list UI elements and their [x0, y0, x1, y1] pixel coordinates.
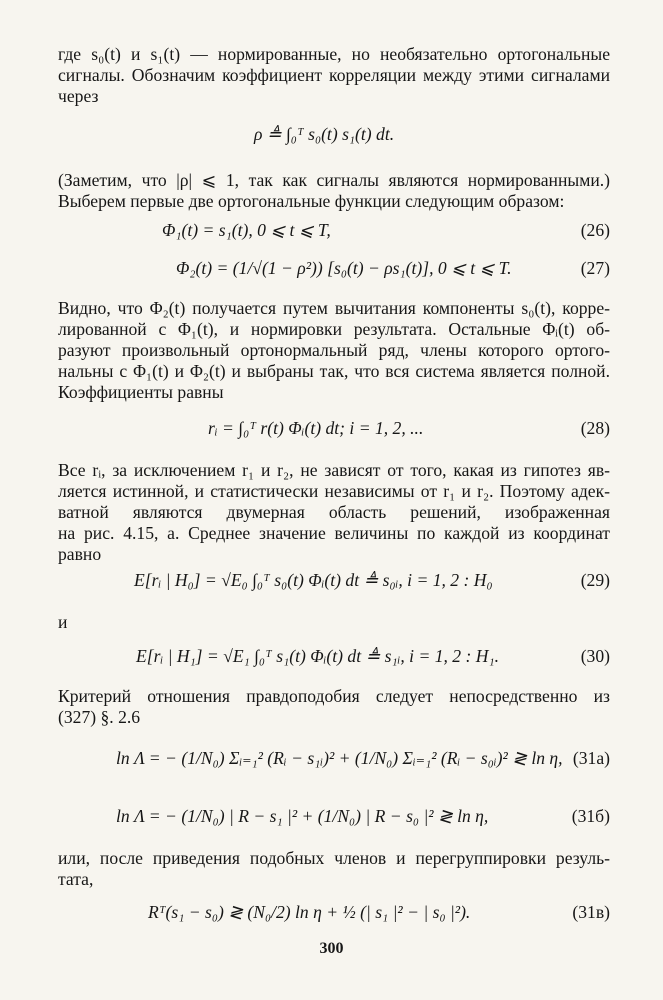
paragraph-6: [58, 848, 610, 890]
text-line: равно: [58, 544, 102, 564]
text-line: где s₀(t) и s₁(t) — нормированные, но необязательно ортогональные: [58, 44, 610, 64]
paragraph-3: [58, 298, 610, 403]
text-line: нальны с Φ₁(t) и Φ₂(t) и выбраны так, что вся система является полной.: [58, 361, 610, 381]
text-line: Все rᵢ, за исключением r₁ и r₂, не зависят от того, какая из гипотез яв-: [58, 460, 610, 480]
equation-body: Rᵀ(s₁ − s₀) ≷ (N₀/2) ln η + ½ (| s₁ |² − | s₀ |²).: [148, 902, 471, 922]
paragraph-4: [58, 460, 610, 565]
equation-body: Φ₁(t) = s₁(t), 0 ⩽ t ⩽ T,: [162, 220, 331, 240]
paragraph-5: [58, 686, 610, 728]
text-line: Видно, что Φ₂(t) получается путем вычитания компоненты s₀(t), корре-: [58, 298, 610, 318]
text-line: на рис. 4.15, а. Среднее значение величины по каждой из координат: [58, 523, 610, 543]
equation-body: Φ₂(t) = (1/√(1 − ρ²)) [s₀(t) − ρs₁(t)], 0 ⩽ t ⩽ T.: [176, 258, 512, 278]
text-line: и: [58, 612, 68, 632]
text-line: (Заметим, что |ρ| ⩽ 1, так как сигналы являются нормированными.): [58, 170, 610, 190]
equation-number: (31б): [571, 806, 610, 826]
text-line: лированной с Φ₁(t), и нормировки результата. Остальные Φᵢ(t) об-: [58, 319, 610, 339]
equation-body: ρ ≜ ∫₀ᵀ s₀(t) s₁(t) dt.: [254, 124, 395, 144]
equation-body: ln Λ = − (1/N₀) Σᵢ₌₁² (Rᵢ − s₁ᵢ)² + (1/N₀) Σᵢ₌₁² (Rᵢ − s₀ᵢ)² ≷ ln η,: [116, 748, 563, 768]
text-line: тата,: [58, 869, 94, 889]
equation-body: E[rᵢ | H₁] = √E₁ ∫₀ᵀ s₁(t) Φᵢ(t) dt ≜ s₁ᵢ, i = 1, 2 : H₁.: [136, 646, 499, 666]
paragraph-2: [58, 170, 610, 212]
conjunction-and: [58, 612, 610, 633]
text-line: (327) §. 2.6: [58, 707, 141, 727]
page-number: 300: [319, 940, 344, 957]
text-line: или, после приведения подобных членов и перегруппировки резуль-: [58, 848, 610, 868]
equation-body: ln Λ = − (1/N₀) | R − s₁ |² + (1/N₀) | R − s₀ |² ≷ ln η,: [116, 806, 489, 826]
text-line: через: [58, 86, 99, 106]
equation-number: (26): [580, 220, 610, 240]
equation-number: (28): [580, 418, 610, 438]
equation-number: (31в): [572, 902, 610, 922]
equation-body: E[rᵢ | H₀] = √E₀ ∫₀ᵀ s₀(t) Φᵢ(t) dt ≜ s₀ᵢ, i = 1, 2 : H₀: [134, 570, 493, 590]
text-line: Выберем первые две ортогональные функции следующим образом:: [58, 191, 565, 211]
text-line: Критерий отношения правдоподобия следует непосредственно из: [58, 686, 610, 706]
text-line: Коэффициенты равны: [58, 382, 224, 402]
equation-number: (29): [580, 570, 610, 590]
text-line: разуют произвольный ортонормальный ряд, члены которого ортого-: [58, 340, 610, 360]
equation-number: (30): [580, 646, 610, 666]
equation-number: (27): [580, 258, 610, 278]
equation-number: (31а): [572, 748, 610, 768]
text-line: сигналы. Обозначим коэффициент корреляции между этими сигналами: [58, 65, 610, 85]
text-line: ляется истинной, и статистически независимы от r₁ и r₂. Поэтому адек-: [58, 481, 610, 501]
equation-body: rᵢ = ∫₀ᵀ r(t) Φᵢ(t) dt; i = 1, 2, ...: [208, 418, 424, 438]
paragraph-1: [58, 44, 610, 107]
text-line: ватной являются двумерная область решений, изображенная: [58, 502, 610, 522]
